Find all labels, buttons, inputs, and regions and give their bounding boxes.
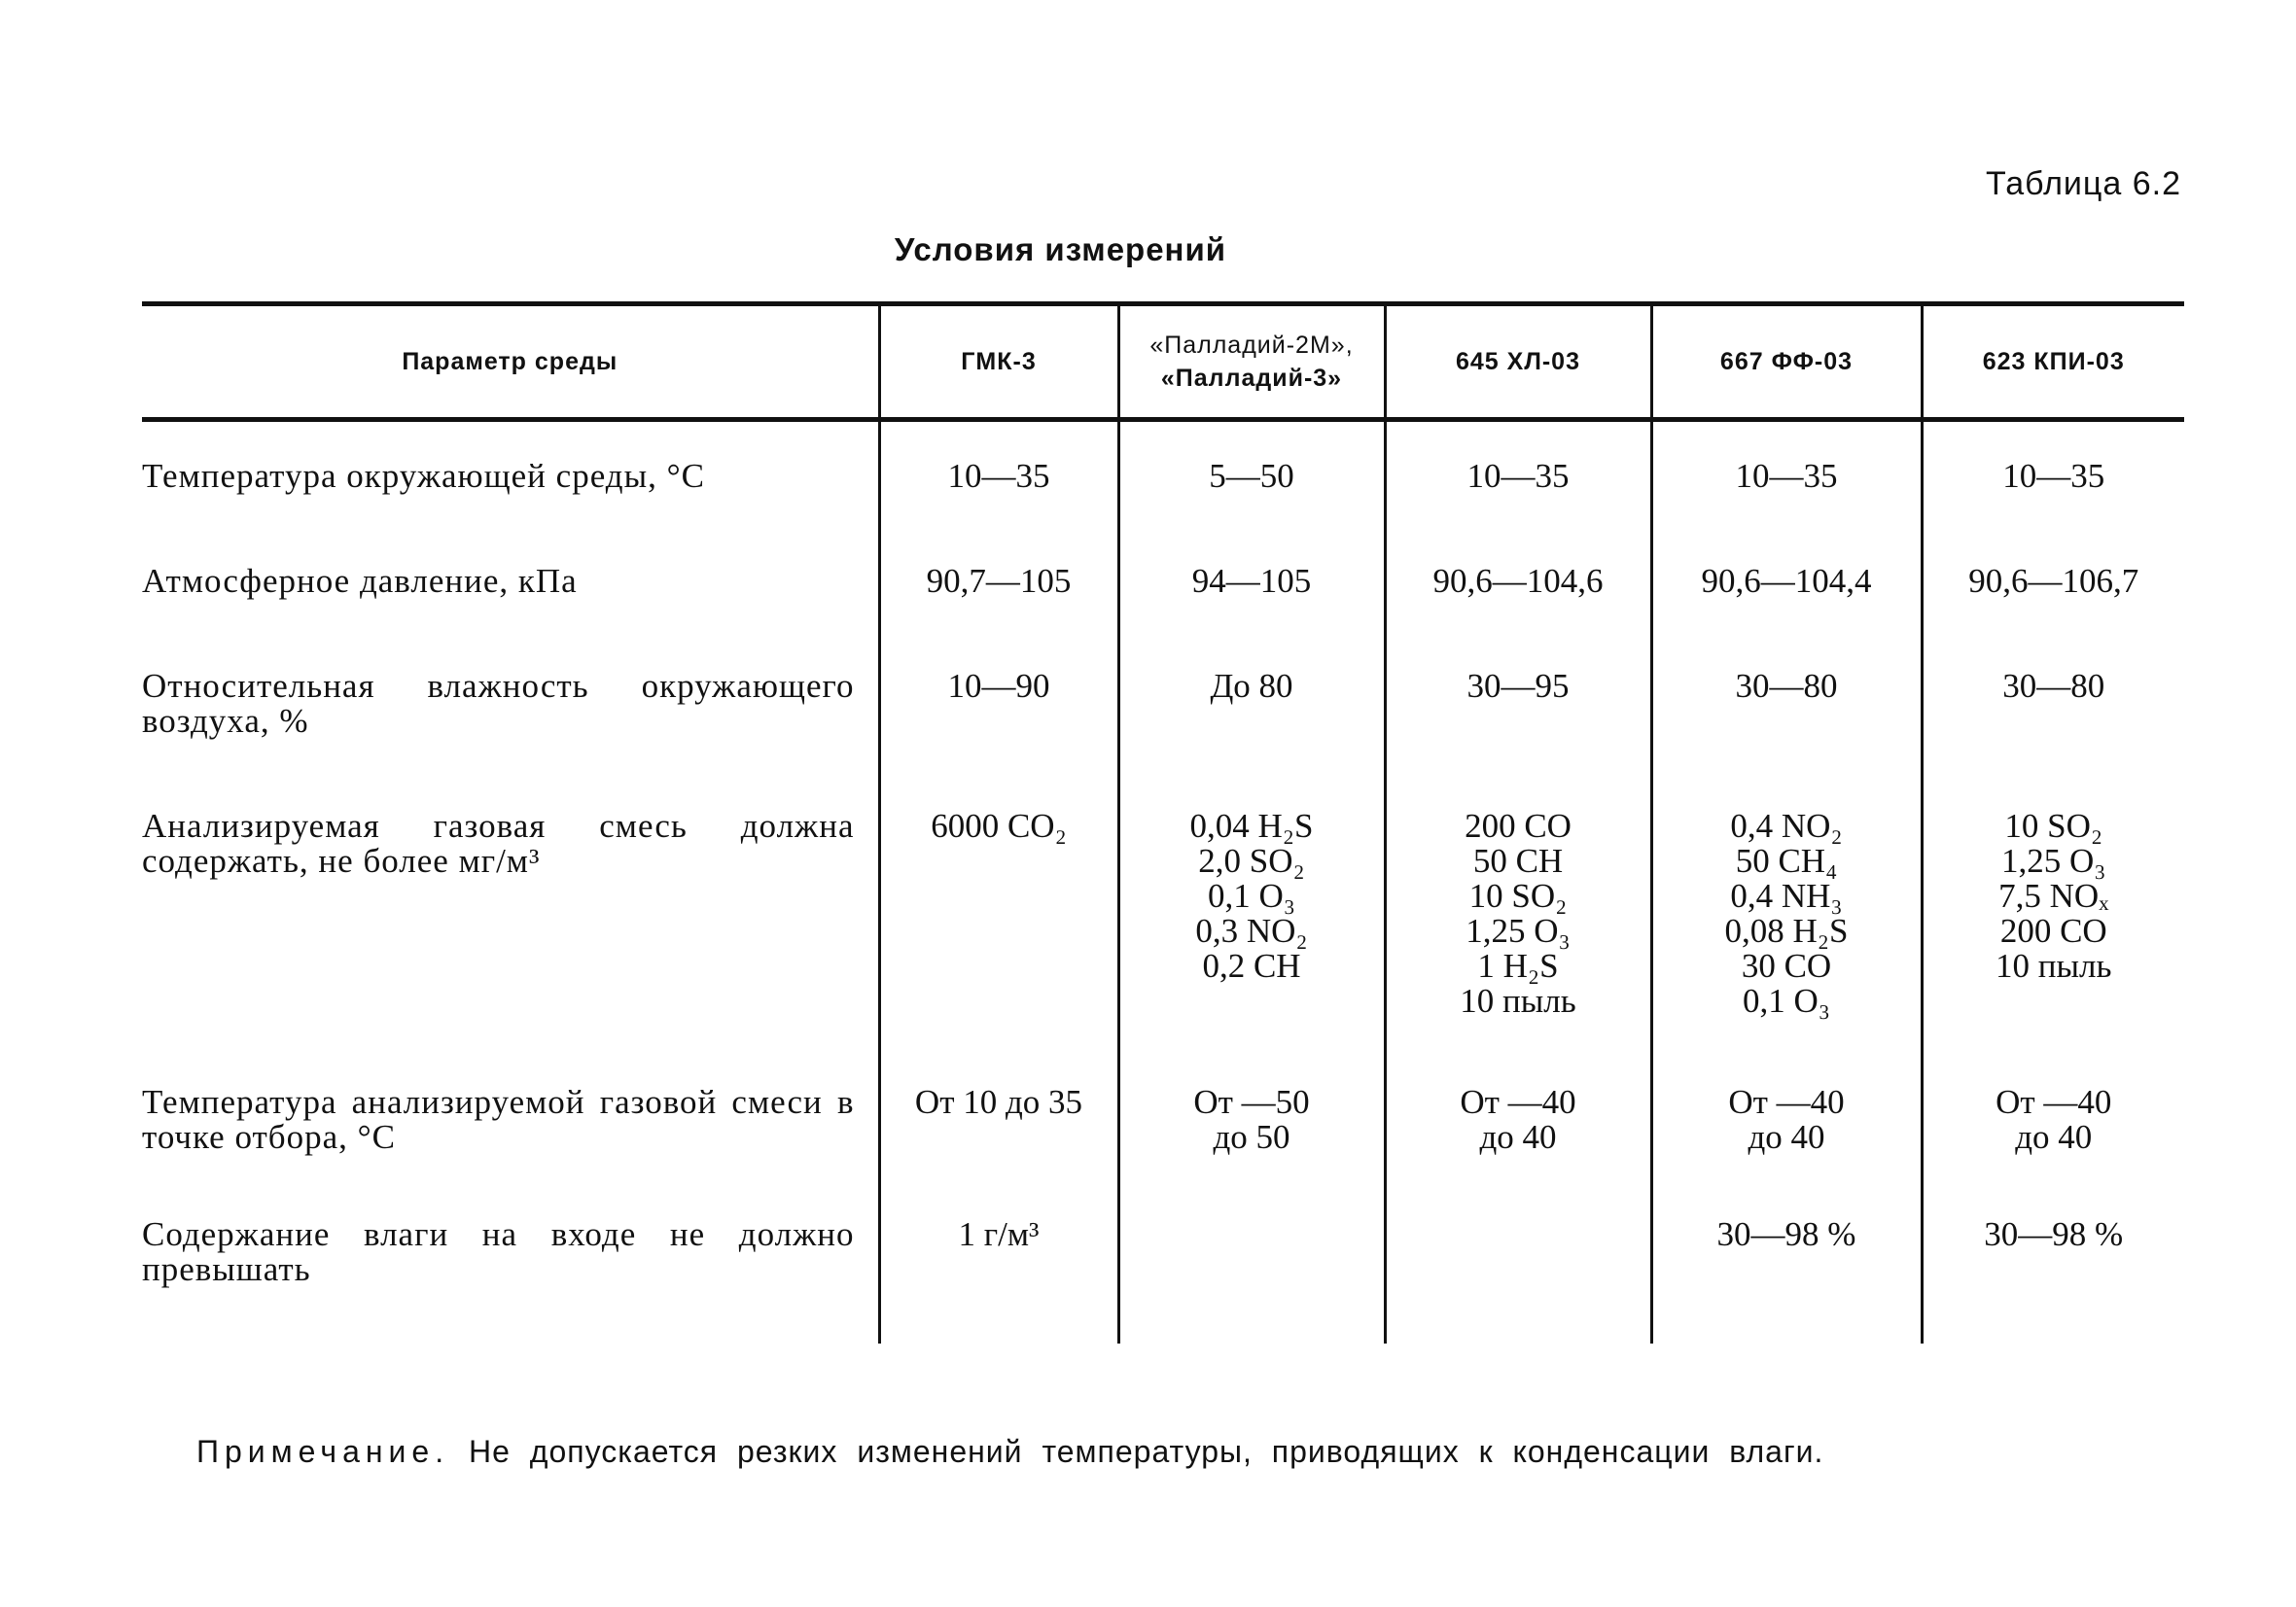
value-line: 7,5 NOₓ — [1998, 877, 2109, 915]
value-line: 6000 CO₂ — [931, 807, 1067, 845]
param-cell: Атмосферное давление, кПа — [142, 562, 578, 600]
value-cell: 90,6—104,4 — [1651, 564, 1922, 669]
conditions-table — [142, 301, 2184, 1344]
table-note — [196, 1434, 1823, 1470]
value-line: От 10 до 35 — [914, 1083, 1083, 1121]
value-line: до 40 — [2015, 1118, 2093, 1156]
value-cell: 30—80 — [1651, 669, 1922, 809]
table-title — [0, 231, 2296, 268]
value-line: 0,08 H₂S — [1724, 912, 1849, 950]
value-line: 0,1 O₃ — [1208, 877, 1295, 915]
value-cell: 10—35 — [879, 420, 1118, 565]
table-row — [142, 809, 2184, 1085]
table-title-text: Условия измерений — [894, 231, 1227, 267]
header-palladiy-line2: «Палладий-3» — [1160, 365, 1343, 392]
table-row — [142, 564, 2184, 669]
value-line: 50 CH — [1472, 842, 1564, 880]
value-cell: 10—35 — [1922, 420, 2184, 565]
param-cell: Температура окружающей среды, °С — [142, 457, 705, 495]
value-line: 10 пыль — [1460, 982, 1576, 1020]
value-cell: 10—35 — [1385, 420, 1651, 565]
param-cell: Содержание влаги на входе не должно превышать — [142, 1215, 855, 1288]
value-line: 10 пыль — [1996, 947, 2112, 985]
value-line: 2,0 SO₂ — [1198, 842, 1305, 880]
table-row — [142, 1217, 2184, 1344]
header-gmk3: ГМК-3 — [879, 304, 1118, 420]
value-line: 30 CO — [1741, 947, 1832, 985]
value-line: От —40 — [1728, 1083, 1845, 1121]
value-cell — [1118, 1217, 1385, 1344]
value-cell — [879, 809, 1118, 1085]
value-cell — [1651, 1085, 1922, 1217]
value-line: 0,04 H₂S — [1189, 807, 1314, 845]
value-line: до 50 — [1213, 1118, 1290, 1156]
value-cell: 30—80 — [1922, 669, 2184, 809]
table-row — [142, 420, 2184, 565]
value-line: 1,25 O₃ — [1466, 912, 1571, 950]
value-cell: 30—98 % — [1651, 1217, 1922, 1344]
value-cell — [879, 1085, 1118, 1217]
param-cell: Анализируемая газовая смесь должна содержать, не более мг/м³ — [142, 807, 855, 880]
value-cell: 90,6—106,7 — [1922, 564, 2184, 669]
value-line: до 40 — [1479, 1118, 1557, 1156]
value-line: 1,25 O₃ — [2001, 842, 2106, 880]
value-line: 0,2 CH — [1202, 947, 1301, 985]
value-line: 0,4 NH₃ — [1730, 877, 1843, 915]
table-row — [142, 669, 2184, 809]
note-text: Не допускается резких изменений температуры, приводящих к конденсации влаги. — [469, 1434, 1824, 1469]
value-cell — [1385, 809, 1651, 1085]
value-line: 1 H₂S — [1477, 947, 1559, 985]
table-row — [142, 1085, 2184, 1217]
header-palladiy-line1: «Палладий-2М», — [1149, 332, 1354, 359]
value-line: до 40 — [1748, 1118, 1825, 1156]
header-palladiy — [1118, 304, 1385, 420]
value-line: 10 SO₂ — [1468, 877, 1568, 915]
value-cell: 30—98 % — [1922, 1217, 2184, 1344]
note-label: Примечание. — [196, 1434, 450, 1469]
value-cell: 5—50 — [1118, 420, 1385, 565]
value-line: 10 SO₂ — [2004, 807, 2103, 845]
value-line: 50 CH₄ — [1735, 842, 1838, 880]
table-number: Таблица 6.2 — [1985, 165, 2181, 202]
value-cell: 90,6—104,6 — [1385, 564, 1651, 669]
param-cell: Температура анализируемой газовой смеси в точке отбора, °С — [142, 1083, 855, 1156]
header-667: 667 ФФ-03 — [1651, 304, 1922, 420]
header-param: Параметр среды — [142, 304, 879, 420]
value-cell: 94—105 — [1118, 564, 1385, 669]
value-line: 0,3 NO₂ — [1195, 912, 1308, 950]
value-cell: 10—35 — [1651, 420, 1922, 565]
value-cell — [1385, 1217, 1651, 1344]
param-cell: Относительная влажность окружающего воздуха, % — [142, 667, 855, 740]
value-cell: 90,7—105 — [879, 564, 1118, 669]
value-cell — [1118, 809, 1385, 1085]
value-cell — [1922, 809, 2184, 1085]
value-cell — [1651, 809, 1922, 1085]
value-cell: До 80 — [1118, 669, 1385, 809]
header-row — [142, 304, 2184, 420]
value-cell: 1 г/м³ — [879, 1217, 1118, 1344]
value-cell — [1385, 1085, 1651, 1217]
value-line: 0,4 NO₂ — [1730, 807, 1843, 845]
value-line: От —40 — [1996, 1083, 2112, 1121]
header-645: 645 ХЛ-03 — [1385, 304, 1651, 420]
value-line: 200 CO — [1465, 807, 1572, 845]
value-line: От —50 — [1193, 1083, 1310, 1121]
value-cell — [1118, 1085, 1385, 1217]
value-cell — [1922, 1085, 2184, 1217]
value-line: 0,1 O₃ — [1743, 982, 1830, 1020]
value-line: От —40 — [1460, 1083, 1576, 1121]
value-cell: 10—90 — [879, 669, 1118, 809]
header-623: 623 КПИ-03 — [1922, 304, 2184, 420]
value-cell: 30—95 — [1385, 669, 1651, 809]
value-line: 200 CO — [1999, 912, 2107, 950]
